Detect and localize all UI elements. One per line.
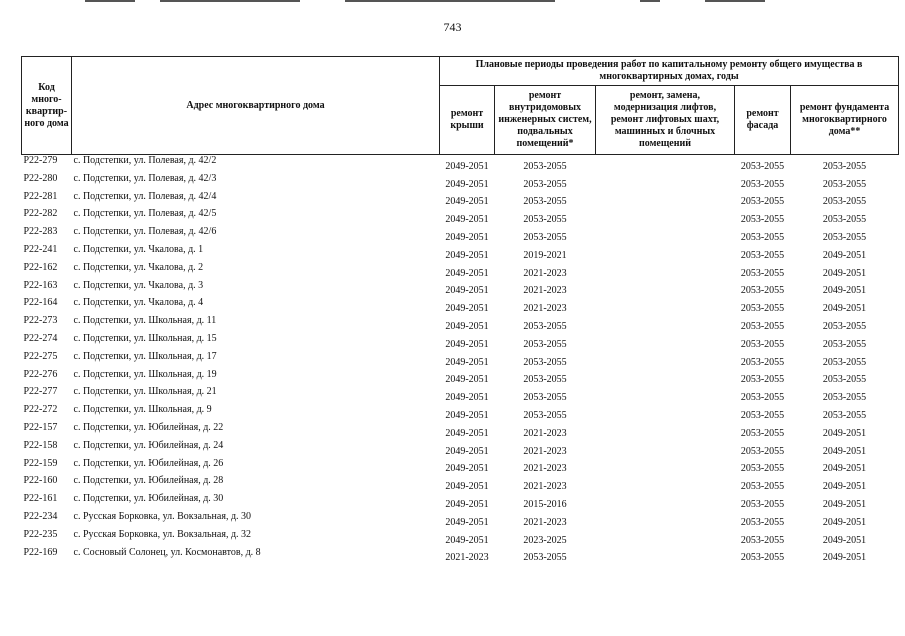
- cell-foundation: 2049-2051: [822, 427, 867, 439]
- table-row: [22, 493, 899, 511]
- cell-foundation: 2049-2051: [822, 498, 867, 510]
- cell-systems: 2053-2055: [523, 214, 567, 226]
- cell-systems: 2021-2023: [523, 445, 567, 457]
- table-row: [22, 297, 899, 315]
- cell-code: P22-158: [23, 439, 58, 451]
- cell-address: с. Подстепки, ул. Полевая, д. 42/2: [73, 155, 217, 166]
- cell-elevators: [596, 315, 735, 333]
- cell-systems: 2019-2021: [523, 249, 567, 261]
- scan-edge-mark: [160, 0, 300, 2]
- cell-foundation: 2049-2051: [822, 249, 867, 261]
- cell-foundation: 2053-2055: [822, 231, 867, 243]
- cell-address: с. Подстепки, ул. Юбилейная, д. 26: [73, 457, 224, 469]
- cell-code: P22-157: [23, 421, 58, 433]
- cell-foundation: 2053-2055: [822, 338, 867, 350]
- cell-address: с. Подстепки, ул. Школьная, д. 11: [73, 315, 217, 327]
- cell-systems: 2053-2055: [523, 374, 567, 386]
- cell-code: P22-162: [23, 261, 58, 273]
- cell-systems: 2021-2023: [523, 303, 567, 315]
- table-row: [22, 155, 899, 173]
- cell-foundation: 2049-2051: [822, 463, 867, 475]
- cell-code: P22-234: [23, 510, 58, 522]
- table-row: [22, 262, 899, 280]
- cell-elevators: [596, 262, 735, 280]
- scan-edge-mark: [640, 0, 660, 2]
- cell-address: с. Подстепки, ул. Юбилейная, д. 22: [73, 421, 224, 433]
- header-foundation: ремонт фундамента многоквартирного дома**: [791, 86, 899, 155]
- cell-elevators: [596, 191, 735, 209]
- cell-facade: 2053-2055: [740, 516, 785, 528]
- cell-code: P22-279: [23, 155, 58, 166]
- cell-roof: 2049-2051: [445, 338, 489, 350]
- cell-address: с. Подстепки, ул. Юбилейная, д. 24: [73, 439, 224, 451]
- cell-facade: 2053-2055: [740, 338, 785, 350]
- cell-foundation: 2053-2055: [822, 374, 867, 386]
- cell-roof: 2049-2051: [445, 498, 489, 510]
- cell-systems: 2053-2055: [523, 356, 567, 368]
- cell-systems: 2021-2023: [523, 481, 567, 493]
- cell-code: P22-159: [23, 457, 58, 469]
- cell-systems: 2021-2023: [523, 267, 567, 279]
- cell-code: P22-235: [23, 528, 58, 540]
- cell-address: с. Подстепки, ул. Школьная, д. 17: [73, 350, 217, 362]
- header-elevators: ремонт, замена, модернизация лифтов, ремонт лифтовых шахт, машинных и блочных помещений: [596, 86, 735, 155]
- cell-facade: 2053-2055: [740, 481, 785, 493]
- cell-facade: 2053-2055: [740, 160, 785, 172]
- cell-facade: 2053-2055: [740, 534, 785, 546]
- table-row: [22, 244, 899, 262]
- table-row: [22, 226, 899, 244]
- cell-roof: 2049-2051: [445, 231, 489, 243]
- cell-elevators: [596, 493, 735, 511]
- cell-address: с. Подстепки, ул. Полевая, д. 42/4: [73, 190, 217, 202]
- cell-roof: 2049-2051: [445, 320, 489, 332]
- table-row: [22, 333, 899, 351]
- cell-foundation: 2049-2051: [822, 445, 867, 457]
- cell-roof: 2049-2051: [445, 445, 489, 457]
- cell-foundation: 2049-2051: [822, 534, 867, 546]
- cell-elevators: [596, 404, 735, 422]
- cell-roof: 2049-2051: [445, 356, 489, 368]
- cell-code: P22-241: [23, 243, 58, 255]
- cell-systems: 2053-2055: [523, 409, 567, 421]
- cell-elevators: [596, 333, 735, 351]
- cell-roof: 2049-2051: [445, 481, 489, 493]
- cell-elevators: [596, 173, 735, 191]
- cell-foundation: 2053-2055: [822, 392, 867, 404]
- cell-code: P22-273: [23, 315, 58, 327]
- table-row: [22, 191, 899, 209]
- table-row: [22, 511, 899, 529]
- cell-code: P22-169: [23, 546, 58, 558]
- cell-address: с. Подстепки, ул. Школьная, д. 15: [73, 332, 217, 344]
- cell-elevators: [596, 386, 735, 404]
- cell-code: P22-281: [23, 190, 58, 202]
- cell-code: P22-163: [23, 279, 58, 291]
- cell-address: с. Подстепки, ул. Полевая, д. 42/3: [73, 172, 217, 184]
- table-row: [22, 351, 899, 369]
- cell-roof: 2049-2051: [445, 516, 489, 528]
- cell-systems: 2053-2055: [523, 320, 567, 332]
- cell-facade: 2053-2055: [740, 427, 785, 439]
- cell-facade: 2053-2055: [740, 445, 785, 457]
- cell-facade: 2053-2055: [740, 267, 785, 279]
- cell-elevators: [596, 511, 735, 529]
- cell-roof: 2049-2051: [445, 534, 489, 546]
- table-row: [22, 458, 899, 476]
- cell-address: с. Подстепки, ул. Полевая, д. 42/6: [73, 226, 217, 238]
- cell-facade: 2053-2055: [740, 374, 785, 386]
- cell-code: P22-283: [23, 226, 58, 238]
- cell-systems: 2015-2016: [523, 498, 567, 510]
- cell-roof: 2021-2023: [445, 552, 489, 564]
- cell-foundation: 2053-2055: [822, 196, 867, 208]
- cell-roof: 2049-2051: [445, 214, 489, 226]
- table-row: [22, 386, 899, 404]
- cell-address: с. Подстепки, ул. Чкалова, д. 2: [73, 261, 204, 273]
- cell-systems: 2053-2055: [523, 231, 567, 243]
- cell-systems: 2053-2055: [523, 552, 567, 564]
- cell-systems: 2023-2025: [523, 534, 567, 546]
- cell-systems: 2053-2055: [523, 160, 567, 172]
- cell-facade: 2053-2055: [740, 498, 785, 510]
- table-row: [22, 422, 899, 440]
- cell-address: с. Подстепки, ул. Юбилейная, д. 28: [73, 475, 224, 487]
- cell-systems: 2021-2023: [523, 516, 567, 528]
- cell-systems: 2021-2023: [523, 463, 567, 475]
- cell-address: с. Подстепки, ул. Школьная, д. 21: [73, 386, 217, 398]
- cell-roof: 2049-2051: [445, 178, 489, 190]
- cell-roof: 2049-2051: [445, 285, 489, 297]
- cell-foundation: 2049-2051: [822, 516, 867, 528]
- cell-facade: 2053-2055: [740, 196, 785, 208]
- cell-elevators: [596, 529, 735, 547]
- cell-elevators: [596, 458, 735, 476]
- cell-code: P22-275: [23, 350, 58, 362]
- cell-facade: 2053-2055: [740, 249, 785, 261]
- cell-facade: 2053-2055: [740, 231, 785, 243]
- table-row: [22, 475, 899, 493]
- page-number: 743: [443, 20, 462, 34]
- cell-code: P22-274: [23, 332, 58, 344]
- cell-code: P22-277: [23, 386, 58, 398]
- cell-roof: 2049-2051: [445, 267, 489, 279]
- cell-systems: 2053-2055: [523, 196, 567, 208]
- header-code: Код много-квартир-ного дома: [22, 57, 72, 155]
- cell-foundation: 2053-2055: [822, 356, 867, 368]
- cell-code: P22-280: [23, 172, 58, 184]
- cell-roof: 2049-2051: [445, 427, 489, 439]
- cell-address: с. Подстепки, ул. Чкалова, д. 4: [73, 297, 204, 309]
- cell-systems: 2053-2055: [523, 338, 567, 350]
- cell-address: с. Подстепки, ул. Школьная, д. 19: [73, 368, 217, 380]
- cell-systems: 2053-2055: [523, 392, 567, 404]
- table-row: [22, 315, 899, 333]
- table-row: [22, 440, 899, 458]
- cell-roof: 2049-2051: [445, 160, 489, 172]
- cell-facade: 2053-2055: [740, 356, 785, 368]
- cell-facade: 2053-2055: [740, 320, 785, 332]
- table-row: [22, 404, 899, 422]
- cell-elevators: [596, 422, 735, 440]
- table-body: [22, 155, 899, 565]
- cell-elevators: [596, 547, 735, 565]
- cell-facade: 2053-2055: [740, 409, 785, 421]
- cell-code: P22-272: [23, 404, 58, 416]
- cell-elevators: [596, 351, 735, 369]
- cell-elevators: [596, 297, 735, 315]
- cell-code: P22-282: [23, 208, 58, 220]
- cell-foundation: 2049-2051: [822, 552, 867, 564]
- cell-facade: 2053-2055: [740, 285, 785, 297]
- cell-code: P22-160: [23, 475, 58, 487]
- cell-facade: 2053-2055: [740, 303, 785, 315]
- table-row: [22, 369, 899, 387]
- scan-edge-mark: [705, 0, 765, 2]
- cell-foundation: 2053-2055: [822, 214, 867, 226]
- table-row: [22, 208, 899, 226]
- cell-facade: 2053-2055: [740, 463, 785, 475]
- cell-elevators: [596, 226, 735, 244]
- header-roof: ремонт крыши: [440, 86, 495, 155]
- cell-foundation: 2049-2051: [822, 481, 867, 493]
- cell-foundation: 2049-2051: [822, 267, 867, 279]
- cell-elevators: [596, 244, 735, 262]
- cell-foundation: 2049-2051: [822, 303, 867, 315]
- cell-elevators: [596, 475, 735, 493]
- cell-address: с. Русская Борковка, ул. Вокзальная, д. 30: [73, 510, 252, 522]
- cell-address: с. Подстепки, ул. Юбилейная, д. 30: [73, 493, 224, 505]
- cell-roof: 2049-2051: [445, 409, 489, 421]
- cell-address: с. Подстепки, ул. Чкалова, д. 1: [73, 243, 204, 255]
- cell-systems: 2053-2055: [523, 178, 567, 190]
- cell-systems: 2021-2023: [523, 427, 567, 439]
- cell-address: с. Подстепки, ул. Чкалова, д. 3: [73, 279, 204, 291]
- cell-roof: 2049-2051: [445, 392, 489, 404]
- table-row: [22, 529, 899, 547]
- cell-facade: 2053-2055: [740, 552, 785, 564]
- cell-facade: 2053-2055: [740, 392, 785, 404]
- table-row: [22, 280, 899, 298]
- cell-address: с. Сосновый Солонец, ул. Космонавтов, д. 8: [73, 546, 261, 558]
- cell-foundation: 2053-2055: [822, 409, 867, 421]
- cell-roof: 2049-2051: [445, 463, 489, 475]
- cell-foundation: 2053-2055: [822, 160, 867, 172]
- cell-foundation: 2053-2055: [822, 178, 867, 190]
- cell-elevators: [596, 369, 735, 387]
- capital-repair-table: [21, 56, 899, 564]
- cell-address: с. Подстепки, ул. Школьная, д. 9: [73, 404, 212, 416]
- cell-elevators: [596, 208, 735, 226]
- cell-foundation: 2053-2055: [822, 320, 867, 332]
- cell-roof: 2049-2051: [445, 374, 489, 386]
- cell-roof: 2049-2051: [445, 196, 489, 208]
- header-planned-periods: Плановые периоды проведения работ по капитальному ремонту общего имущества в многоквартирных домах, годы: [440, 57, 899, 86]
- cell-code: P22-276: [23, 368, 58, 380]
- cell-roof: 2049-2051: [445, 249, 489, 261]
- cell-facade: 2053-2055: [740, 214, 785, 226]
- cell-code: P22-164: [23, 297, 58, 309]
- header-address: Адрес многоквартирного дома: [72, 57, 440, 155]
- scan-edge-mark: [345, 0, 555, 2]
- cell-address: с. Подстепки, ул. Полевая, д. 42/5: [73, 208, 217, 220]
- cell-facade: 2053-2055: [740, 178, 785, 190]
- cell-elevators: [596, 280, 735, 298]
- cell-roof: 2049-2051: [445, 303, 489, 315]
- cell-elevators: [596, 440, 735, 458]
- table-row: [22, 173, 899, 191]
- header-facade: ремонт фасада: [735, 86, 791, 155]
- cell-elevators: [596, 155, 735, 173]
- table-row: [22, 547, 899, 565]
- cell-systems: 2021-2023: [523, 285, 567, 297]
- cell-foundation: 2049-2051: [822, 285, 867, 297]
- cell-address: с. Русская Борковка, ул. Вокзальная, д. 32: [73, 528, 252, 540]
- scan-edge-mark: [85, 0, 135, 2]
- cell-code: P22-161: [23, 493, 58, 505]
- header-systems: ремонт внутридомовых инженерных систем, подвальных помещений*: [495, 86, 596, 155]
